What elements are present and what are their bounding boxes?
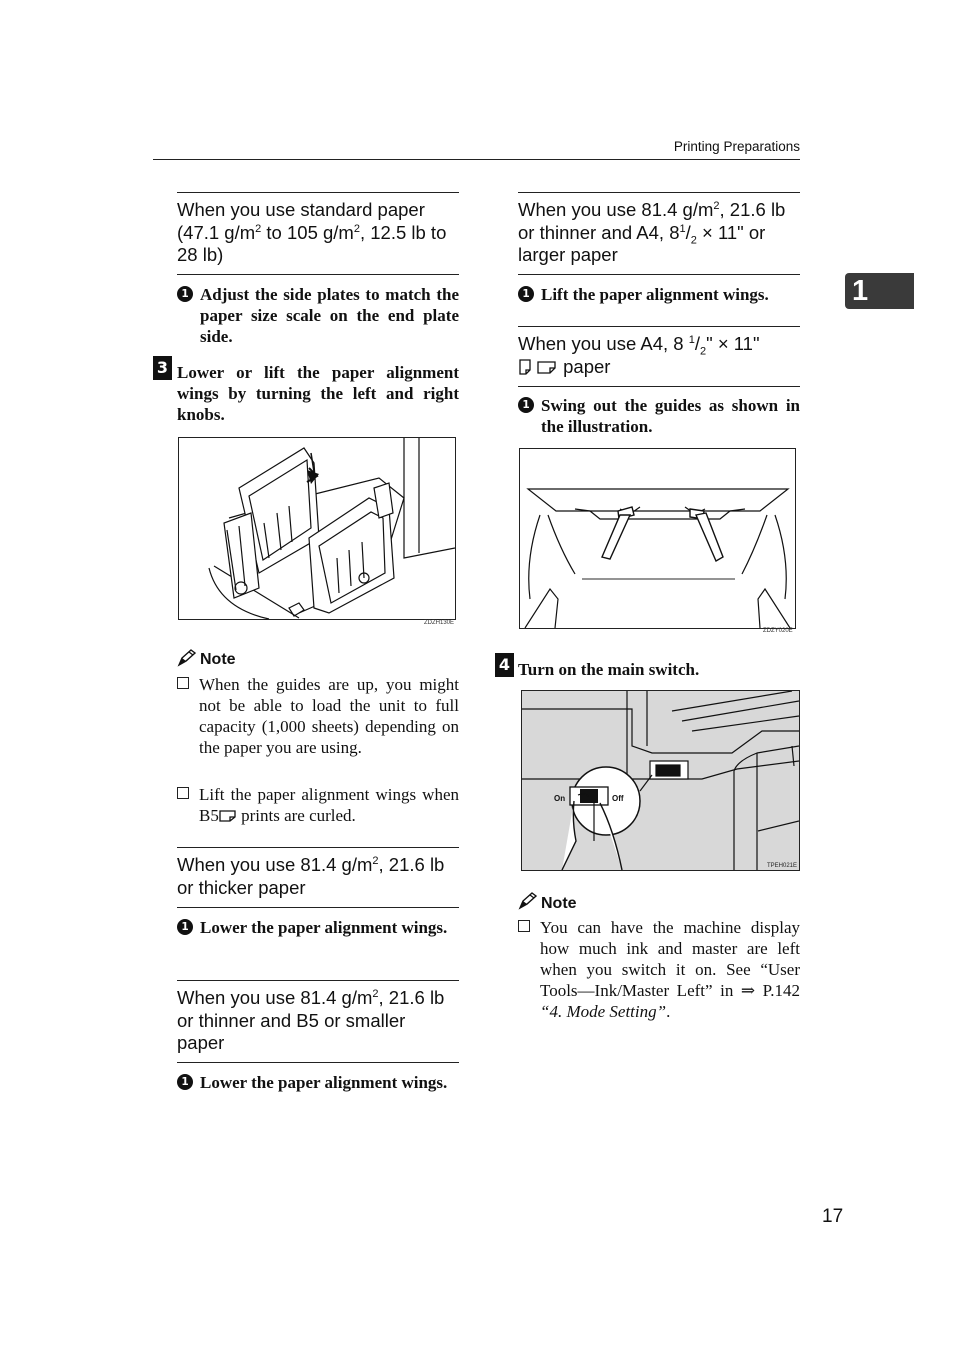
chapter-tab: 1 [845,273,914,309]
sub-step-lift-wings: 1 Lift the paper alignment wings. [518,284,803,306]
page-number: 17 [822,1206,844,1227]
figure-swing-guides [519,448,796,629]
checkbox-icon [177,677,189,689]
note-heading: Note [200,651,236,668]
sub-step-adjust-side-plates: 1 Adjust the side plates to match the paper size scale on the end plate side. [177,284,459,350]
cond1-bottom-rule [177,274,459,275]
cond4-bottom-rule [518,274,800,275]
figure-code: ZDZH130E [424,620,455,626]
guides-illustration [520,449,795,628]
figure-code: ZDZY020E [763,628,793,634]
note-item-ink-master-display: You can have the machine display how much ink and master are left when you switch it on. See “User Tools—Ink/Master Left” in ⇒ P.142 “4. Mode Setting”. [518,917,800,1047]
note-item-guides-up: When the guides are up, you might not be able to load the unit to full capacity (1,000 sheets) depending on the paper you are using. [177,674,459,780]
figure-main-switch [521,690,800,871]
step-number-icon: 1 [177,1074,193,1090]
cond2-top-rule [177,847,459,848]
pencil-icon [518,892,538,910]
switch-off-label: Off [612,794,624,803]
cond5-bottom-rule [518,386,800,387]
step-number-icon: 1 [177,919,193,935]
sub-step-lower-wings-2: 1 Lower the paper alignment wings. [177,1072,459,1116]
condition-heading-a4-larger: When you use 81.4 $g/m^2$, 21.6 lb or thinner and A4, $8^1/_2 \times 11$" or larger paper [518,199,786,265]
condition-heading-thicker-paper: When you use 81.4 $g/m^2$, 21.6 lb or thicker paper [177,854,445,898]
figure-code: TPEH021E [767,863,798,869]
checkbox-icon [177,787,189,799]
alignment-wings-illustration [179,438,455,619]
pencil-icon [177,649,197,667]
cond3-bottom-rule [177,1062,459,1063]
figure-alignment-wings [178,437,456,620]
step-number-icon: 1 [518,286,534,302]
cond1-top-rule [177,192,459,193]
sub-step-lower-wings: 1 Lower the paper alignment wings. [177,917,459,961]
cond5-top-rule [518,326,800,327]
step-number-icon: 1 [518,397,534,413]
sub-step-swing-guides: 1 Swing out the guides as shown in the illustration. [518,395,800,439]
paper-orientation-icon [518,359,558,375]
step-4-text: Turn on the main switch. [518,660,700,679]
mode-setting-link[interactable]: “4. Mode Setting” [540,1002,667,1021]
running-head: Printing Preparations [673,139,800,154]
cond3-top-rule [177,980,459,981]
step-number-4: 4 [495,653,514,677]
cond4-top-rule [518,192,800,193]
note-item-lift-wings: Lift the paper alignment wings when B5 prints are curled. [177,784,459,828]
main-switch-illustration [522,691,799,870]
condition-heading-standard-paper: When you use standard paper (47.1 $g/m^2$ to 105 $g/m^2$, 12.5 lb to 28 lb) [177,199,447,265]
step-3-text: Lower or lift the paper alignment wings by turning the left and right knobs. [177,363,459,424]
note-heading: Note [541,895,577,912]
cond2-bottom-rule [177,907,459,908]
condition-heading-b5-smaller: When you use 81.4 $g/m^2$, 21.6 lb or thinner and B5 or smaller paper [177,987,445,1053]
checkbox-icon [518,920,530,932]
step-number-3: 3 [153,356,172,380]
step-number-icon: 1 [177,286,193,302]
header-rule [153,159,800,160]
paper-orientation-icon [219,810,237,822]
switch-on-label: On [554,794,566,803]
condition-heading-a4-only: When you use A4, 8 $^1/_2$" × 11" paper [518,333,760,377]
